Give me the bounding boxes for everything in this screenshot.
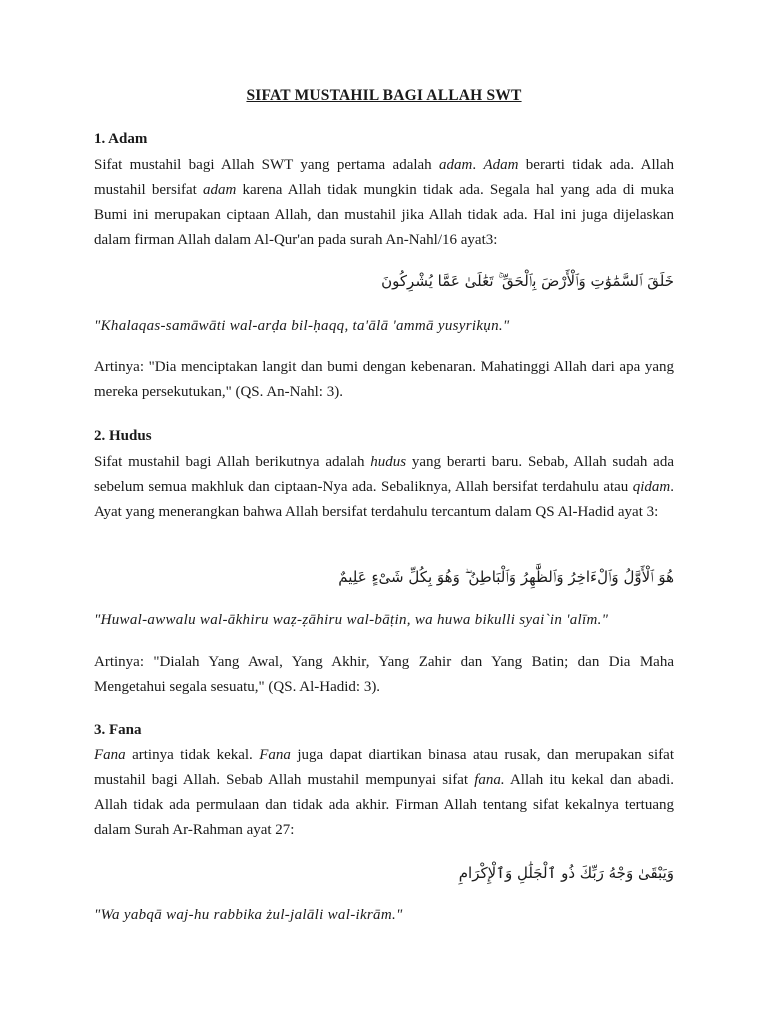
para-text: berarti tidak ada. Allah mustahil bersifat [94,157,675,198]
meaning-adam: Artinya: "Dia menciptakan langit dan bumi dengan kebenaran. Mahatinggi Allah dari apa yang mereka persekutukan," (QS. An-Nahl: 3). [94,359,674,400]
para-term: Adam [483,157,519,173]
transliteration-hudus: "Huwal-awwalu wal-ākhiru waẓ-ẓāhiru wal-bāṭin, wa huwa bikulli syai`in 'alīm." [94,612,609,628]
transliteration-adam: "Khalaqas-samāwāti wal-arḍa bil-ḥaqq, ta'ālā 'ammā yusyrikụn." [94,318,510,334]
para-text: artinya tidak kekal. [125,747,260,763]
para-text: karena Allah tidak mungkin tidak ada. Segala hal yang ada di muka Bumi ini merupakan ciptaan Allah, dan mustahil jika Allah tidak ada. Hal ini juga dijelaskan dalam firman Allah dalam Al-Qur'an pada surah An-Nahl/16 ayat3: [94,182,674,248]
document-title: SIFAT MUSTAHIL BAGI ALLAH SWT [246,87,522,104]
para-text: Sifat mustahil bagi Allah berikutnya adalah [94,454,371,470]
para-text: . Ayat yang menerangkan bahwa Allah bersifat terdahulu tercantum dalam QS Al-Hadid ayat 3: [94,479,674,520]
section-paragraph-hudus [94,450,674,525]
arabic-verse-adam: خَلَقَ ٱلسَّمَٰوَٰتِ وَٱلْأَرْضَ بِٱلْحَقِّ ۚ تَعَٰلَىٰ عَمَّا يُشْرِكُونَ [381,272,674,290]
transliteration-fana: "Wa yabqā waj-hu rabbika żul-jalāli wal-ikrām." [94,907,403,923]
arabic-verse-hudus: هُوَ ٱلْأَوَّلُ وَٱلْءَاخِرُ وَٱلظَّٰهِرُ وَٱلْبَاطِنُ ۖ وَهُوَ بِكُلِّ شَىْءٍ عَلِيمٌ [338,568,674,586]
para-term: hudus [370,454,407,470]
para-term: Fana [259,747,291,763]
para-text: Allah itu kekal dan abadi. Allah tidak ada permulaan dan tidak ada akhir. Firman Allah tentang sifat kekalnya tertuang dalam Surah Ar-Rahman ayat 27: [94,772,674,838]
para-term: qidam [632,479,671,495]
para-term: fana. [474,772,505,788]
arabic-verse-fana: وَيَبْقَىٰ وَجْهُ رَبِّكَ ذُو ٱلْجَلَٰلِ وَٱلْإِكْرَامِ [458,864,674,882]
section-heading-adam: 1. Adam [94,131,148,147]
para-term: Fana [94,747,126,763]
meaning-hudus: Artinya: "Dialah Yang Awal, Yang Akhir, Yang Zahir dan Yang Batin; dan Dia Maha Mengetahui segala sesuatu," (QS. Al-Hadid: 3). [94,654,674,695]
para-term: adam [439,157,473,173]
para-text: . [472,157,484,173]
section-heading-hudus: 2. Hudus [94,428,152,444]
para-text: yang berarti baru. Sebab, Allah sudah ada sebelum semua makhluk dan ciptaan-Nya ada. Sebaliknya, Allah bersifat terdahulu atau [94,454,674,495]
para-text: Sifat mustahil bagi Allah SWT yang pertama adalah [94,157,440,173]
para-term: adam [202,182,237,198]
section-heading-fana: 3. Fana [94,722,142,738]
section-paragraph-fana [94,743,674,843]
section-paragraph-adam [94,153,674,253]
para-text: juga dapat diartikan binasa atau rusak, dan merupakan sifat mustahil bagi Allah. Sebab Allah mustahil mempunyai sifat [94,747,674,788]
